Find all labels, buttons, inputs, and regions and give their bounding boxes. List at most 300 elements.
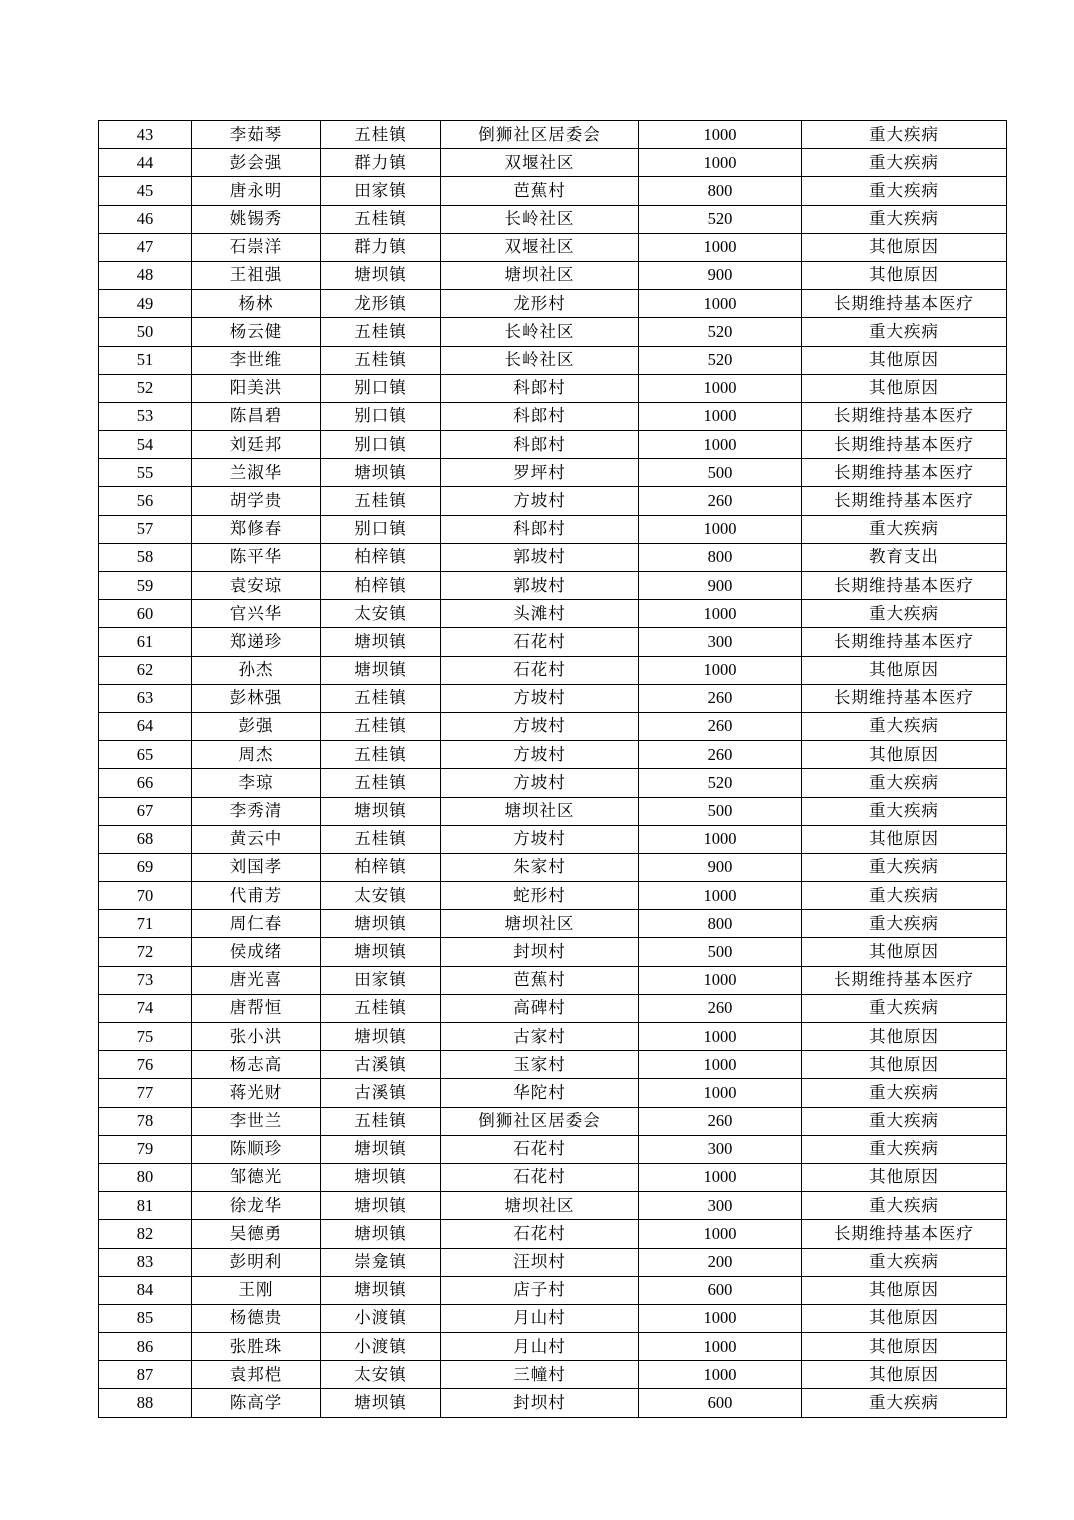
amount: 1000: [639, 825, 802, 853]
township: 群力镇: [321, 149, 441, 177]
village: 头滩村: [441, 600, 639, 628]
beneficiary-name: 彭会强: [192, 149, 321, 177]
reason: 其他原因: [802, 741, 1007, 769]
amount: 1000: [639, 374, 802, 402]
amount: 260: [639, 712, 802, 740]
township: 太安镇: [321, 600, 441, 628]
village: 罗坪村: [441, 459, 639, 487]
village: 蛇形村: [441, 882, 639, 910]
reason: 重大疾病: [802, 1107, 1007, 1135]
township: 崇龛镇: [321, 1248, 441, 1276]
village: 三幢村: [441, 1361, 639, 1389]
reason: 重大疾病: [802, 600, 1007, 628]
village: 高碑村: [441, 994, 639, 1022]
beneficiary-name: 陈昌碧: [192, 402, 321, 430]
village: 龙形村: [441, 290, 639, 318]
table-row: [99, 1333, 1007, 1361]
table-row: [99, 402, 1007, 430]
reason: 其他原因: [802, 656, 1007, 684]
table-row: [99, 628, 1007, 656]
reason: 长期维持基本医疗: [802, 628, 1007, 656]
village: 科郎村: [441, 431, 639, 459]
table-row: [99, 572, 1007, 600]
amount: 600: [639, 1276, 802, 1304]
reason: 其他原因: [802, 1163, 1007, 1191]
table-row: [99, 1135, 1007, 1163]
beneficiary-name: 孙杰: [192, 656, 321, 684]
amount: 800: [639, 910, 802, 938]
reason: 其他原因: [802, 1276, 1007, 1304]
amount: 520: [639, 769, 802, 797]
table-row: [99, 994, 1007, 1022]
village: 科郎村: [441, 515, 639, 543]
row-index: 80: [99, 1163, 192, 1191]
row-index: 68: [99, 825, 192, 853]
township: 五桂镇: [321, 318, 441, 346]
amount: 1000: [639, 290, 802, 318]
table-row: [99, 600, 1007, 628]
village: 方坡村: [441, 825, 639, 853]
beneficiary-name: 李茹琴: [192, 121, 321, 149]
amount: 900: [639, 853, 802, 881]
township: 柏梓镇: [321, 543, 441, 571]
reason: 长期维持基本医疗: [802, 966, 1007, 994]
table-row: [99, 825, 1007, 853]
reason: 重大疾病: [802, 1248, 1007, 1276]
township: 塘坝镇: [321, 1023, 441, 1051]
amount: 500: [639, 938, 802, 966]
township: 塘坝镇: [321, 797, 441, 825]
reason: 其他原因: [802, 938, 1007, 966]
village: 石花村: [441, 656, 639, 684]
amount: 900: [639, 261, 802, 289]
amount: 200: [639, 1248, 802, 1276]
township: 柏梓镇: [321, 572, 441, 600]
table-row: [99, 1107, 1007, 1135]
row-index: 46: [99, 205, 192, 233]
village: 封坝村: [441, 938, 639, 966]
beneficiary-name: 杨德贵: [192, 1304, 321, 1332]
village: 长岭社区: [441, 318, 639, 346]
row-index: 55: [99, 459, 192, 487]
table-row: [99, 459, 1007, 487]
township: 别口镇: [321, 402, 441, 430]
reason: 其他原因: [802, 346, 1007, 374]
reason: 重大疾病: [802, 994, 1007, 1022]
amount: 1000: [639, 515, 802, 543]
beneficiary-name: 张胜珠: [192, 1333, 321, 1361]
table-row: [99, 769, 1007, 797]
reason: 长期维持基本医疗: [802, 1220, 1007, 1248]
township: 塘坝镇: [321, 656, 441, 684]
beneficiary-name: 唐帮恒: [192, 994, 321, 1022]
village: 石花村: [441, 1135, 639, 1163]
beneficiary-name: 阳美洪: [192, 374, 321, 402]
reason: 重大疾病: [802, 1079, 1007, 1107]
row-index: 44: [99, 149, 192, 177]
village: 玉家村: [441, 1051, 639, 1079]
table-row: [99, 290, 1007, 318]
amount: 260: [639, 994, 802, 1022]
beneficiary-name: 王祖强: [192, 261, 321, 289]
amount: 1000: [639, 1079, 802, 1107]
beneficiary-name: 周仁春: [192, 910, 321, 938]
row-index: 54: [99, 431, 192, 459]
township: 五桂镇: [321, 994, 441, 1022]
village: 方坡村: [441, 741, 639, 769]
beneficiary-name: 徐龙华: [192, 1192, 321, 1220]
reason: 重大疾病: [802, 177, 1007, 205]
township: 古溪镇: [321, 1079, 441, 1107]
village: 双堰社区: [441, 233, 639, 261]
amount: 1000: [639, 1333, 802, 1361]
township: 塘坝镇: [321, 938, 441, 966]
table-row: [99, 1079, 1007, 1107]
village: 朱家村: [441, 853, 639, 881]
row-index: 60: [99, 600, 192, 628]
row-index: 52: [99, 374, 192, 402]
township: 五桂镇: [321, 684, 441, 712]
reason: 其他原因: [802, 825, 1007, 853]
amount: 1000: [639, 1361, 802, 1389]
reason: 重大疾病: [802, 882, 1007, 910]
village: 塘坝社区: [441, 910, 639, 938]
row-index: 48: [99, 261, 192, 289]
beneficiary-name: 李秀清: [192, 797, 321, 825]
amount: 1000: [639, 1051, 802, 1079]
amount: 900: [639, 572, 802, 600]
row-index: 66: [99, 769, 192, 797]
row-index: 69: [99, 853, 192, 881]
beneficiary-name: 代甫芳: [192, 882, 321, 910]
row-index: 61: [99, 628, 192, 656]
reason: 重大疾病: [802, 205, 1007, 233]
assistance-roster-table: [98, 120, 1007, 1418]
beneficiary-name: 唐永明: [192, 177, 321, 205]
table-row: [99, 205, 1007, 233]
amount: 500: [639, 797, 802, 825]
reason: 长期维持基本医疗: [802, 459, 1007, 487]
township: 小渡镇: [321, 1304, 441, 1332]
reason: 重大疾病: [802, 853, 1007, 881]
village: 月山村: [441, 1304, 639, 1332]
table-row: [99, 797, 1007, 825]
reason: 长期维持基本医疗: [802, 572, 1007, 600]
beneficiary-name: 陈高学: [192, 1389, 321, 1417]
reason: 重大疾病: [802, 149, 1007, 177]
amount: 1000: [639, 600, 802, 628]
amount: 1000: [639, 882, 802, 910]
township: 别口镇: [321, 431, 441, 459]
reason: 重大疾病: [802, 318, 1007, 346]
row-index: 64: [99, 712, 192, 740]
table-row: [99, 1220, 1007, 1248]
amount: 800: [639, 177, 802, 205]
amount: 1000: [639, 966, 802, 994]
village: 封坝村: [441, 1389, 639, 1417]
beneficiary-name: 蒋光财: [192, 1079, 321, 1107]
amount: 600: [639, 1389, 802, 1417]
beneficiary-name: 李世兰: [192, 1107, 321, 1135]
table-row: [99, 1389, 1007, 1417]
reason: 其他原因: [802, 233, 1007, 261]
township: 塘坝镇: [321, 459, 441, 487]
row-index: 74: [99, 994, 192, 1022]
reason: 重大疾病: [802, 1192, 1007, 1220]
village: 石花村: [441, 628, 639, 656]
beneficiary-name: 邹德光: [192, 1163, 321, 1191]
reason: 其他原因: [802, 1051, 1007, 1079]
table-row: [99, 882, 1007, 910]
table-row: [99, 149, 1007, 177]
table-row: [99, 374, 1007, 402]
table-row: [99, 1023, 1007, 1051]
beneficiary-name: 陈平华: [192, 543, 321, 571]
row-index: 82: [99, 1220, 192, 1248]
reason: 长期维持基本医疗: [802, 684, 1007, 712]
village: 郭坡村: [441, 572, 639, 600]
beneficiary-name: 侯成绪: [192, 938, 321, 966]
table-row: [99, 318, 1007, 346]
row-index: 83: [99, 1248, 192, 1276]
amount: 1000: [639, 1023, 802, 1051]
amount: 300: [639, 1135, 802, 1163]
township: 田家镇: [321, 177, 441, 205]
reason: 长期维持基本医疗: [802, 431, 1007, 459]
amount: 300: [639, 628, 802, 656]
table-row: [99, 1248, 1007, 1276]
township: 太安镇: [321, 882, 441, 910]
reason: 重大疾病: [802, 121, 1007, 149]
table-row: [99, 938, 1007, 966]
township: 太安镇: [321, 1361, 441, 1389]
row-index: 81: [99, 1192, 192, 1220]
village: 双堰社区: [441, 149, 639, 177]
amount: 1000: [639, 149, 802, 177]
amount: 1000: [639, 431, 802, 459]
reason: 其他原因: [802, 261, 1007, 289]
table-row: [99, 1163, 1007, 1191]
township: 塘坝镇: [321, 628, 441, 656]
table-row: [99, 121, 1007, 149]
beneficiary-name: 李世维: [192, 346, 321, 374]
beneficiary-name: 刘国孝: [192, 853, 321, 881]
amount: 1000: [639, 1304, 802, 1332]
row-index: 63: [99, 684, 192, 712]
beneficiary-name: 彭林强: [192, 684, 321, 712]
village: 古家村: [441, 1023, 639, 1051]
reason: 重大疾病: [802, 797, 1007, 825]
township: 塘坝镇: [321, 1192, 441, 1220]
beneficiary-name: 周杰: [192, 741, 321, 769]
township: 塘坝镇: [321, 1276, 441, 1304]
table-row: [99, 741, 1007, 769]
township: 小渡镇: [321, 1333, 441, 1361]
table-row: [99, 487, 1007, 515]
village: 方坡村: [441, 769, 639, 797]
table-row: [99, 177, 1007, 205]
row-index: 43: [99, 121, 192, 149]
beneficiary-name: 郑递珍: [192, 628, 321, 656]
township: 塘坝镇: [321, 1163, 441, 1191]
reason: 重大疾病: [802, 1389, 1007, 1417]
beneficiary-name: 陈顺珍: [192, 1135, 321, 1163]
table-row: [99, 261, 1007, 289]
village: 石花村: [441, 1163, 639, 1191]
row-index: 58: [99, 543, 192, 571]
reason: 其他原因: [802, 1023, 1007, 1051]
amount: 1000: [639, 656, 802, 684]
row-index: 73: [99, 966, 192, 994]
township: 古溪镇: [321, 1051, 441, 1079]
row-index: 79: [99, 1135, 192, 1163]
beneficiary-name: 袁安琼: [192, 572, 321, 600]
village: 月山村: [441, 1333, 639, 1361]
table-row: [99, 543, 1007, 571]
beneficiary-name: 吴德勇: [192, 1220, 321, 1248]
township: 群力镇: [321, 233, 441, 261]
table-row: [99, 233, 1007, 261]
beneficiary-name: 杨志高: [192, 1051, 321, 1079]
township: 五桂镇: [321, 769, 441, 797]
amount: 260: [639, 1107, 802, 1135]
table-body: [99, 121, 1007, 1418]
amount: 520: [639, 318, 802, 346]
beneficiary-name: 石崇洋: [192, 233, 321, 261]
beneficiary-name: 杨云健: [192, 318, 321, 346]
village: 店子村: [441, 1276, 639, 1304]
beneficiary-name: 胡学贵: [192, 487, 321, 515]
row-index: 56: [99, 487, 192, 515]
village: 石花村: [441, 1220, 639, 1248]
township: 塘坝镇: [321, 1135, 441, 1163]
township: 塘坝镇: [321, 910, 441, 938]
village: 长岭社区: [441, 205, 639, 233]
village: 芭蕉村: [441, 177, 639, 205]
township: 五桂镇: [321, 825, 441, 853]
row-index: 71: [99, 910, 192, 938]
township: 五桂镇: [321, 741, 441, 769]
row-index: 45: [99, 177, 192, 205]
township: 别口镇: [321, 515, 441, 543]
beneficiary-name: 王刚: [192, 1276, 321, 1304]
village: 倒狮社区居委会: [441, 121, 639, 149]
row-index: 86: [99, 1333, 192, 1361]
row-index: 53: [99, 402, 192, 430]
village: 汪坝村: [441, 1248, 639, 1276]
row-index: 70: [99, 882, 192, 910]
amount: 500: [639, 459, 802, 487]
village: 长岭社区: [441, 346, 639, 374]
beneficiary-name: 李琼: [192, 769, 321, 797]
amount: 520: [639, 205, 802, 233]
beneficiary-name: 唐光喜: [192, 966, 321, 994]
amount: 520: [639, 346, 802, 374]
row-index: 78: [99, 1107, 192, 1135]
amount: 1000: [639, 121, 802, 149]
amount: 1000: [639, 402, 802, 430]
village: 方坡村: [441, 684, 639, 712]
row-index: 62: [99, 656, 192, 684]
village: 倒狮社区居委会: [441, 1107, 639, 1135]
amount: 300: [639, 1192, 802, 1220]
row-index: 67: [99, 797, 192, 825]
reason: 重大疾病: [802, 910, 1007, 938]
row-index: 51: [99, 346, 192, 374]
amount: 800: [639, 543, 802, 571]
amount: 1000: [639, 1220, 802, 1248]
reason: 其他原因: [802, 374, 1007, 402]
village: 华陀村: [441, 1079, 639, 1107]
reason: 其他原因: [802, 1361, 1007, 1389]
row-index: 87: [99, 1361, 192, 1389]
beneficiary-name: 郑修春: [192, 515, 321, 543]
reason: 长期维持基本医疗: [802, 402, 1007, 430]
reason: 重大疾病: [802, 712, 1007, 740]
village: 塘坝社区: [441, 1192, 639, 1220]
village: 芭蕉村: [441, 966, 639, 994]
township: 塘坝镇: [321, 1220, 441, 1248]
amount: 260: [639, 487, 802, 515]
beneficiary-name: 彭强: [192, 712, 321, 740]
row-index: 84: [99, 1276, 192, 1304]
amount: 260: [639, 684, 802, 712]
township: 五桂镇: [321, 1107, 441, 1135]
row-index: 85: [99, 1304, 192, 1332]
amount: 260: [639, 741, 802, 769]
table-row: [99, 910, 1007, 938]
row-index: 49: [99, 290, 192, 318]
beneficiary-name: 刘廷邦: [192, 431, 321, 459]
township: 五桂镇: [321, 346, 441, 374]
table-row: [99, 712, 1007, 740]
row-index: 59: [99, 572, 192, 600]
amount: 1000: [639, 1163, 802, 1191]
row-index: 72: [99, 938, 192, 966]
row-index: 88: [99, 1389, 192, 1417]
village: 科郎村: [441, 374, 639, 402]
table-row: [99, 1361, 1007, 1389]
table-row: [99, 684, 1007, 712]
beneficiary-name: 彭明利: [192, 1248, 321, 1276]
table-row: [99, 515, 1007, 543]
village: 郭坡村: [441, 543, 639, 571]
beneficiary-name: 袁邦桤: [192, 1361, 321, 1389]
township: 塘坝镇: [321, 1389, 441, 1417]
village: 科郎村: [441, 402, 639, 430]
village: 方坡村: [441, 712, 639, 740]
amount: 1000: [639, 233, 802, 261]
row-index: 50: [99, 318, 192, 346]
row-index: 75: [99, 1023, 192, 1051]
table-row: [99, 853, 1007, 881]
township: 五桂镇: [321, 121, 441, 149]
table-row: [99, 1192, 1007, 1220]
beneficiary-name: 黄云中: [192, 825, 321, 853]
beneficiary-name: 姚锡秀: [192, 205, 321, 233]
township: 田家镇: [321, 966, 441, 994]
township: 五桂镇: [321, 487, 441, 515]
reason: 其他原因: [802, 1333, 1007, 1361]
reason: 其他原因: [802, 1304, 1007, 1332]
reason: 重大疾病: [802, 769, 1007, 797]
table-row: [99, 1051, 1007, 1079]
reason: 教育支出: [802, 543, 1007, 571]
reason: 长期维持基本医疗: [802, 487, 1007, 515]
reason: 重大疾病: [802, 1135, 1007, 1163]
row-index: 57: [99, 515, 192, 543]
table-row: [99, 1276, 1007, 1304]
